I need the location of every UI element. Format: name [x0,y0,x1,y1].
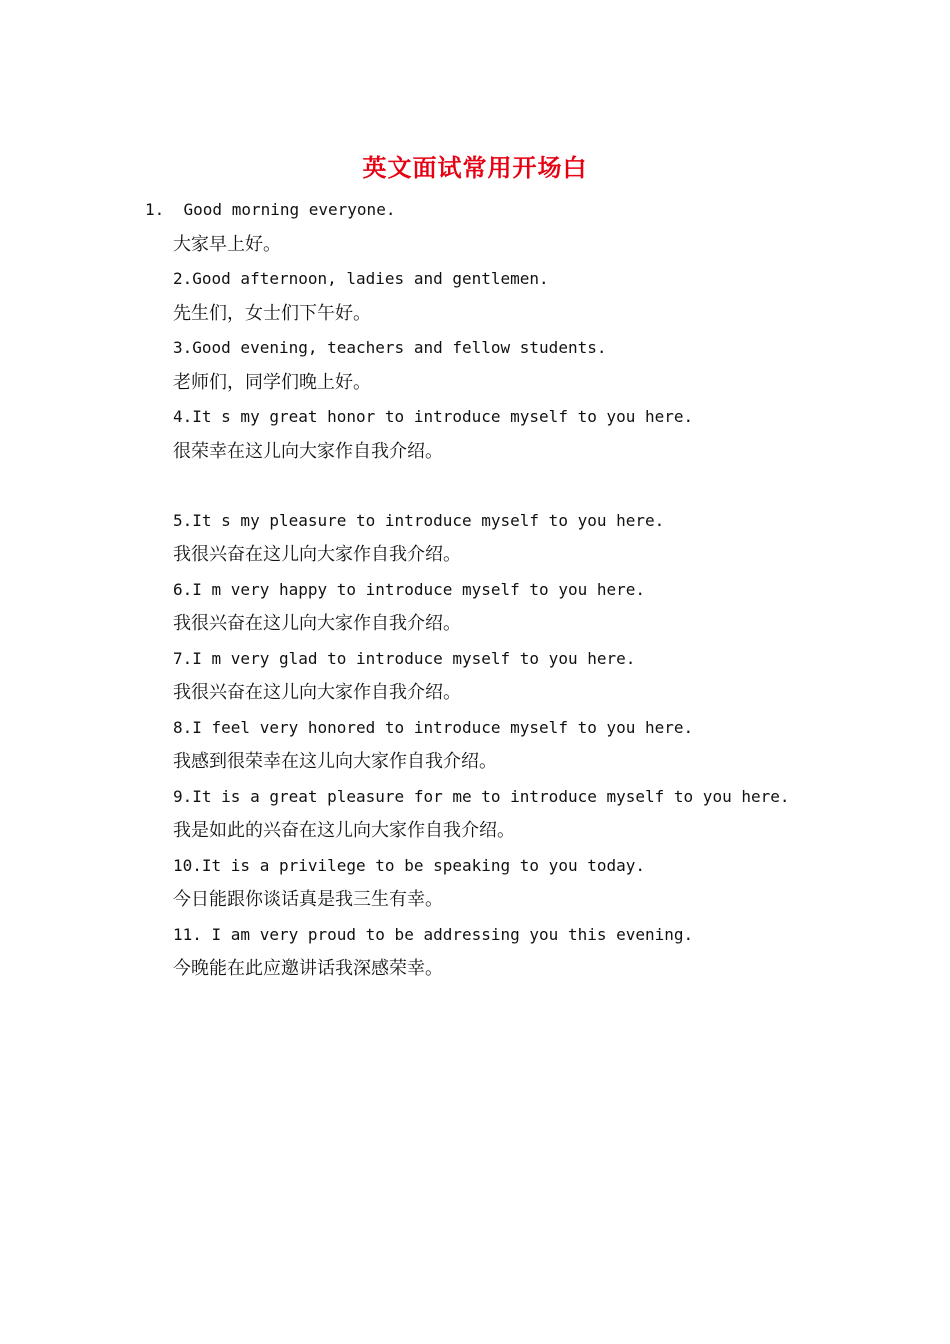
phrase-chinese: 我很兴奋在这儿向大家作自我介绍。 [173,544,461,565]
phrase-chinese: 我感到很荣幸在这儿向大家作自我介绍。 [173,751,497,772]
phrase-english: 3.Good evening, teachers and fellow students. [173,338,607,357]
phrase-chinese: 今晚能在此应邀讲话我深感荣幸。 [173,958,443,979]
phrase-chinese: 大家早上好。 [173,233,281,255]
phrase-english: 10.It is a privilege to be speaking to you today. [173,855,646,875]
phrase-english: 1. Good morning everyone. [145,200,396,219]
phrase-english: 7.I m very glad to introduce myself to you here. [173,648,636,668]
phrase-english: 11. I am very proud to be addressing you this evening. [173,924,694,944]
phrase-list [0,193,950,987]
blank-line [0,469,950,504]
phrase-chinese: 先生们，女士们下午好。 [173,302,371,324]
phrase-english: 5.It s my pleasure to introduce myself to you here. [173,510,665,530]
phrase-english: 6.I m very happy to introduce myself to you here. [173,579,646,599]
phrase-chinese: 很荣幸在这儿向大家作自我介绍。 [173,440,443,462]
phrase-chinese: 老师们，同学们晚上好。 [173,371,371,393]
phrase-english: 2.Good afternoon, ladies and gentlemen. [173,269,549,288]
phrase-english: 9.It is a great pleasure for me to introduce myself to you here. [173,786,790,806]
phrase-chinese: 我很兴奋在这儿向大家作自我介绍。 [173,613,461,634]
phrase-chinese: 我很兴奋在这儿向大家作自我介绍。 [173,682,461,703]
page-title: 英文面试常用开场白 [362,153,588,182]
phrase-chinese: 我是如此的兴奋在这儿向大家作自我介绍。 [173,820,515,841]
phrase-english: 4.It s my great honor to introduce myself to you here. [173,407,694,426]
phrase-english: 8.I feel very honored to introduce myself to you here. [173,717,694,737]
phrase-chinese: 今日能跟你谈话真是我三生有幸。 [173,889,443,910]
